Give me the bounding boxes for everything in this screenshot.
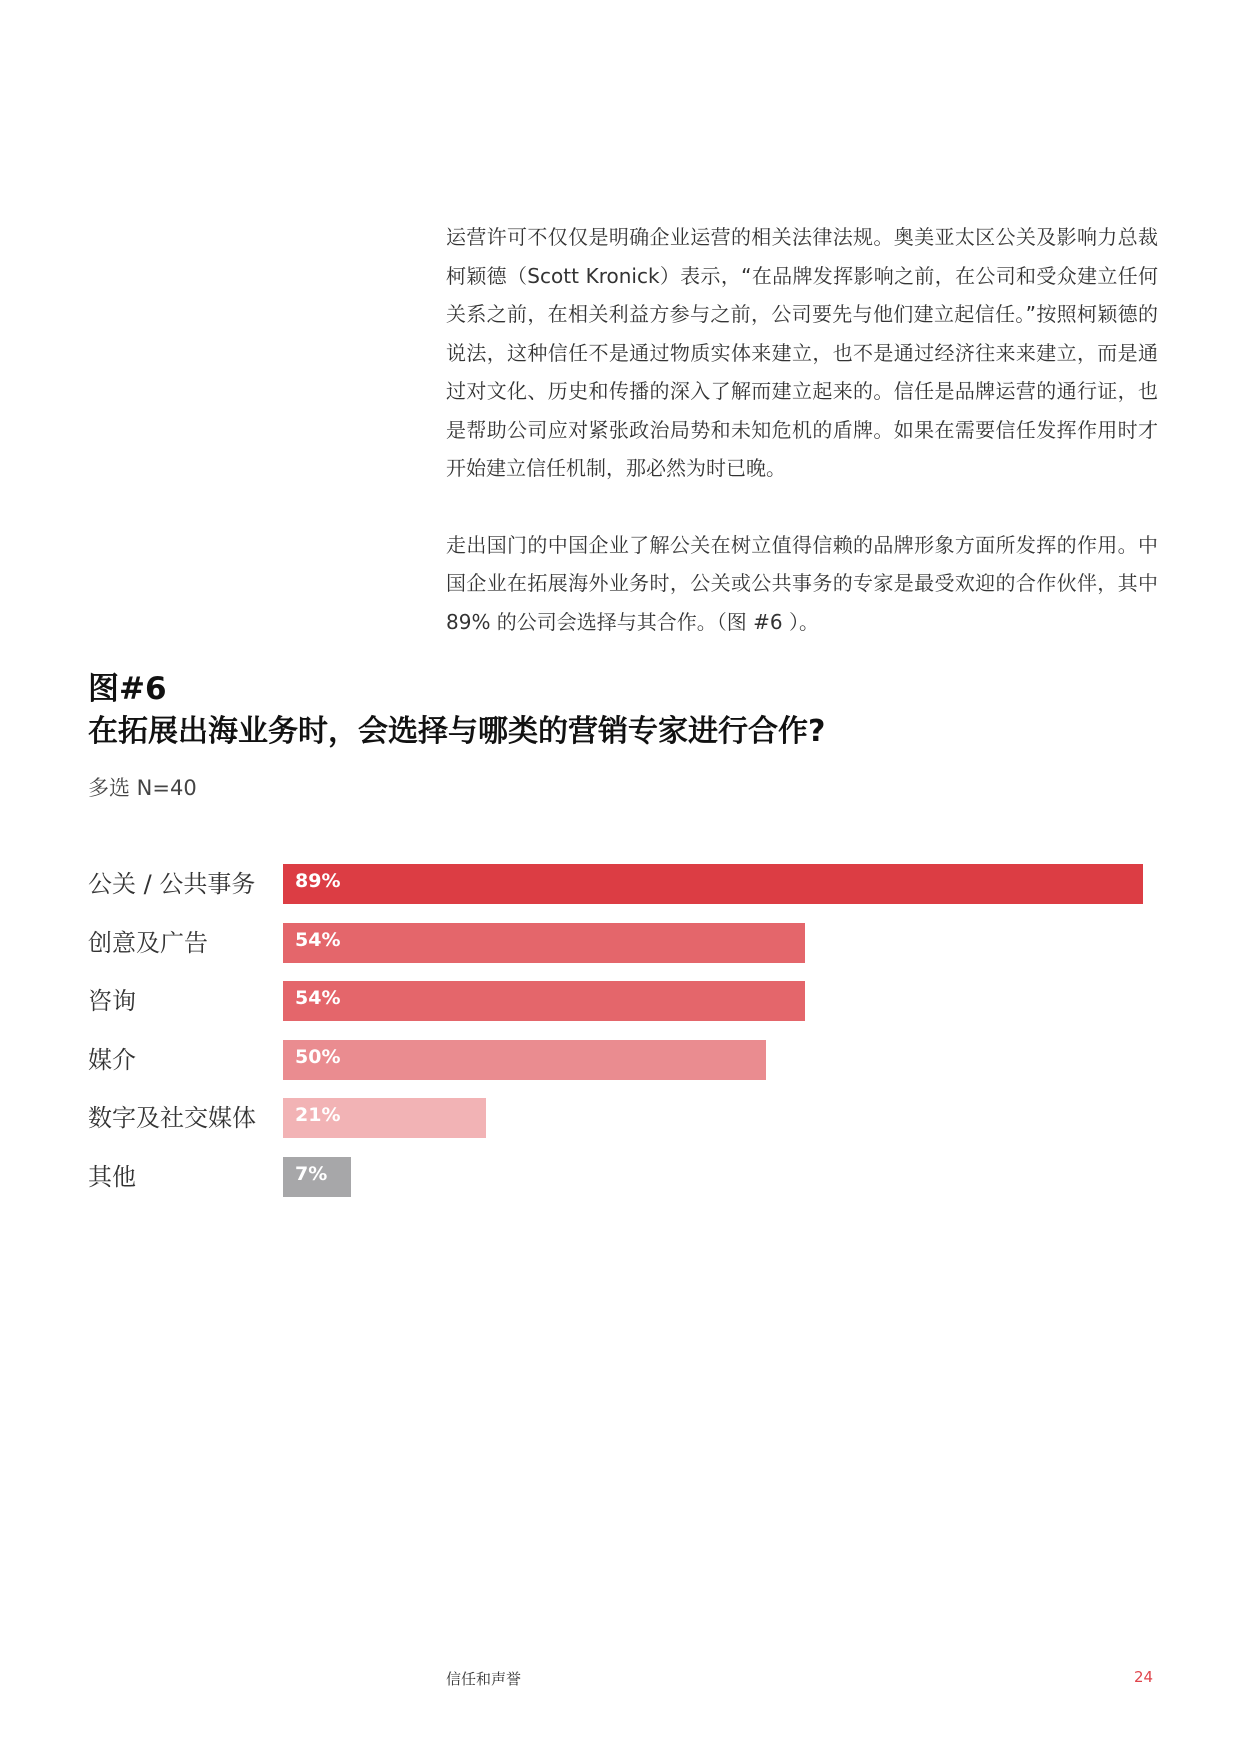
category-label: 公关 / 公共事务 <box>88 870 256 898</box>
intro-paragraph-2: 走出国门的中国企业了解公关在树立值得信赖的品牌形象方面所发挥的作用。中国企业在拓展海外业务时，公关或公共事务的专家是最受欢迎的合作伙伴，其中 89% 的公司会选择与其合作。（图 #6 ）。 <box>446 532 1158 634</box>
figure-note: 多选 N=40 <box>88 776 197 800</box>
bar-value-label: 50% <box>295 1046 341 1068</box>
bar-value-label: 89% <box>295 870 341 892</box>
bar <box>283 1040 766 1080</box>
page-number: 24 <box>1134 1668 1154 1686</box>
bar <box>283 1098 486 1138</box>
bar <box>283 981 805 1021</box>
figure-question: 在拓展出海业务时，会选择与哪类的营销专家进行合作? <box>88 714 826 749</box>
bar-value-label: 54% <box>295 929 341 951</box>
bar <box>283 923 805 963</box>
intro-text <box>446 218 1158 679</box>
bar <box>283 1157 351 1197</box>
figure-heading <box>88 668 1188 754</box>
bar-value-label: 54% <box>295 987 341 1009</box>
category-label: 其他 <box>88 1163 136 1191</box>
footer-title: 信任和声誉 <box>446 1670 522 1688</box>
category-label: 咨询 <box>88 987 136 1015</box>
category-label: 媒介 <box>88 1046 136 1074</box>
category-label: 数字及社交媒体 <box>88 1104 256 1132</box>
bar <box>283 864 1143 904</box>
bar-value-label: 21% <box>295 1104 341 1126</box>
category-label: 创意及广告 <box>88 929 208 957</box>
intro-paragraph-1: 运营许可不仅仅是明确企业运营的相关法律法规。奥美亚太区公关及影响力总裁柯颖德（Scott Kronick）表示，“在品牌发挥影响之前，在公司和受众建立任何关系之前，在相关利益方参与之前，公司要先与他们建立起信任。”按照柯颖德的说法，这种信任不是通过物质实体来建立，也不是通过经济往来来建立，而是通过对文化、历史和传播的深入了解而建立起来的。信任是品牌运营的通行证，也是帮助公司应对紧张政治局势和未知危机的盾牌。如果在需要信任发挥作用时才开始建立信任机制，那必然为时已晚。 <box>446 225 1158 480</box>
bar-value-label: 7% <box>295 1163 328 1185</box>
figure-number: 图#6 <box>88 671 167 707</box>
